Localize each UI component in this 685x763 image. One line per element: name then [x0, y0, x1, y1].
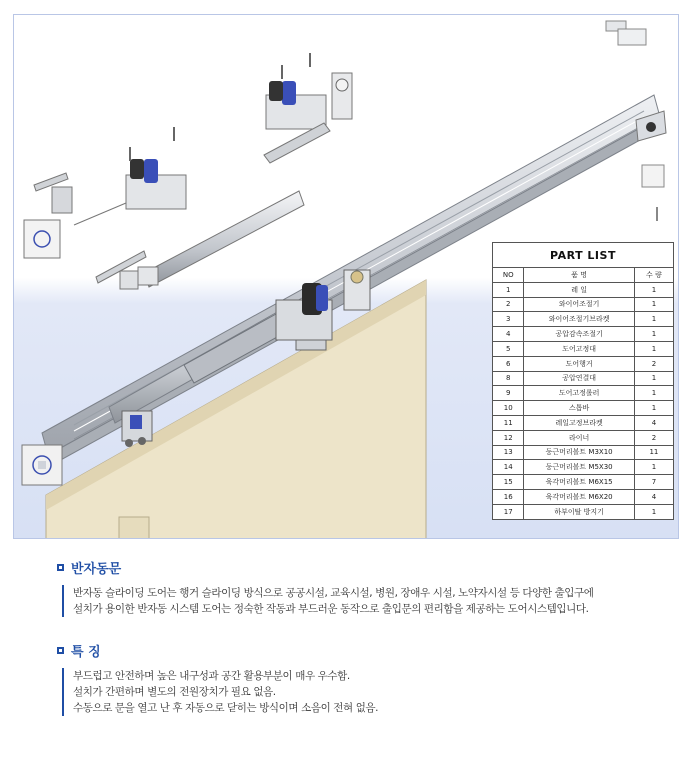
table-row — [493, 327, 674, 342]
part-name: 도어고정롤러 — [524, 386, 634, 401]
part-qty: 1 — [634, 297, 673, 312]
table-row — [493, 504, 674, 519]
part-name: 육각머리볼트 M6X15 — [524, 475, 634, 490]
table-row — [493, 430, 674, 445]
part-no: 15 — [493, 475, 524, 490]
part-no: 12 — [493, 430, 524, 445]
part-no: 3 — [493, 312, 524, 327]
part-no: 9 — [493, 386, 524, 401]
part-no: 4 — [493, 327, 524, 342]
part-no: 1 — [493, 282, 524, 297]
part-list-title: PART LIST — [493, 243, 674, 268]
table-row — [493, 386, 674, 401]
part-qty: 7 — [634, 475, 673, 490]
features-body — [62, 668, 633, 716]
part-qty: 1 — [634, 282, 673, 297]
part-qty: 2 — [634, 430, 673, 445]
feature-line: 설치가 간편하며 별도의 전원장치가 필요 없음. — [73, 686, 276, 698]
part-no: 10 — [493, 401, 524, 416]
part-no: 6 — [493, 356, 524, 371]
part-qty: 1 — [634, 371, 673, 386]
table-row — [493, 312, 674, 327]
table-row — [493, 356, 674, 371]
intro-heading — [57, 558, 633, 577]
intro-title: 반자동문 — [71, 562, 122, 577]
part-no: 13 — [493, 445, 524, 460]
table-row — [493, 282, 674, 297]
col-header-name: 품 명 — [524, 268, 634, 283]
part-name: 공압연결대 — [524, 371, 634, 386]
part-name: 레일고정브라켓 — [524, 415, 634, 430]
table-row — [493, 297, 674, 312]
intro-body — [62, 585, 633, 617]
part-name: 둥근머리볼트 M3X10 — [524, 445, 634, 460]
product-diagram — [13, 14, 679, 539]
col-header-no: NO — [493, 268, 524, 283]
part-name: 라이너 — [524, 430, 634, 445]
part-name: 둥근머리볼트 M5X30 — [524, 460, 634, 475]
part-no: 16 — [493, 489, 524, 504]
part-qty: 1 — [634, 327, 673, 342]
feature-line: 부드럽고 안전하며 높은 내구성과 공간 활용부분이 매우 우수함. — [73, 670, 350, 682]
feature-line: 수동으로 문을 열고 난 후 자동으로 닫히는 방식이며 소음이 전혀 없음. — [73, 702, 379, 714]
part-qty: 1 — [634, 386, 673, 401]
table-row — [493, 489, 674, 504]
part-qty: 1 — [634, 341, 673, 356]
part-no: 8 — [493, 371, 524, 386]
square-bullet-icon — [57, 564, 64, 571]
part-no: 17 — [493, 504, 524, 519]
part-qty: 1 — [634, 460, 673, 475]
part-qty: 1 — [634, 504, 673, 519]
features-title: 특 징 — [71, 645, 101, 660]
features-section — [57, 641, 633, 716]
intro-line: 설치가 용이한 반자동 시스템 도어는 정숙한 작동과 부드러운 동작으로 출입문의 편리함을 제공하는 도어시스템입니다. — [73, 603, 589, 615]
part-qty: 11 — [634, 445, 673, 460]
part-name: 도어행거 — [524, 356, 634, 371]
part-no: 11 — [493, 415, 524, 430]
part-list-body — [493, 282, 674, 519]
features-heading — [57, 641, 633, 660]
table-row — [493, 475, 674, 490]
table-row — [493, 460, 674, 475]
table-row — [493, 371, 674, 386]
part-no: 14 — [493, 460, 524, 475]
part-name: 도어고정대 — [524, 341, 634, 356]
table-row — [493, 445, 674, 460]
part-list-table — [492, 242, 674, 520]
part-name: 레 일 — [524, 282, 634, 297]
part-no: 2 — [493, 297, 524, 312]
part-name: 스톱바 — [524, 401, 634, 416]
part-qty: 4 — [634, 415, 673, 430]
col-header-qty: 수 량 — [634, 268, 673, 283]
part-name: 하부이탈 방지기 — [524, 504, 634, 519]
part-name: 와이어조절기 — [524, 297, 634, 312]
part-name: 와이어조절기브라켓 — [524, 312, 634, 327]
table-row — [493, 341, 674, 356]
part-qty: 2 — [634, 356, 673, 371]
part-qty: 1 — [634, 312, 673, 327]
square-bullet-icon — [57, 647, 64, 654]
part-no: 5 — [493, 341, 524, 356]
rail-end-cap-left — [22, 445, 62, 485]
intro-section — [57, 558, 633, 617]
part-qty: 1 — [634, 401, 673, 416]
part-name: 공압감속조절기 — [524, 327, 634, 342]
part-name: 육각머리볼트 M6X20 — [524, 489, 634, 504]
table-row — [493, 401, 674, 416]
table-row — [493, 415, 674, 430]
intro-line: 반자동 슬라이딩 도어는 행거 슬라이딩 방식으로 공공시설, 교육시설, 병원, 장애우 시설, 노약자시설 등 다양한 출입구에 — [73, 587, 594, 599]
part-qty: 4 — [634, 489, 673, 504]
